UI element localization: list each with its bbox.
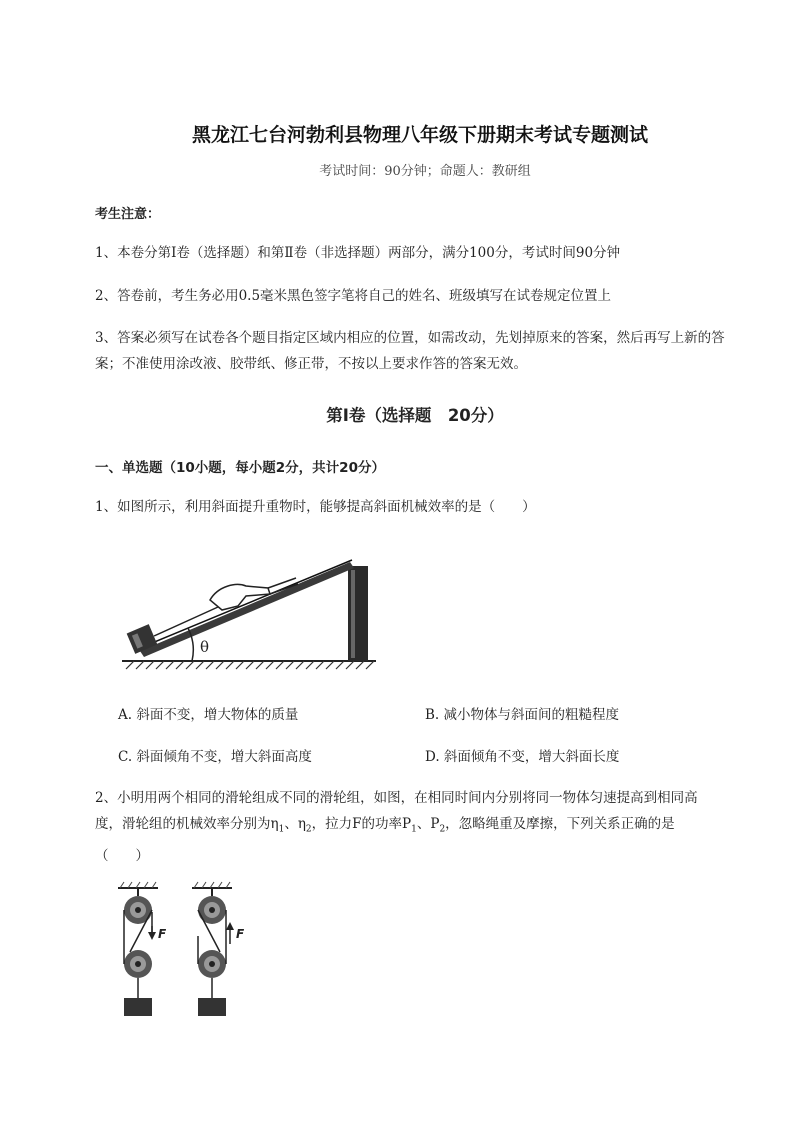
page-subtitle: 考试时间：90分钟；命题人：教研组: [319, 164, 531, 179]
q1-option-c[interactable]: C. 斜面倾角不变，增大斜面高度: [118, 749, 312, 765]
group-title: 一、单选题（10小题，每小题2分，共计20分）: [95, 460, 385, 476]
question-2-line2: 度，滑轮组的机械效率分别为$\eta_1$、$\eta_2$，拉力F的功率$P_1$、$P_2$，忽略绳重及摩擦，下列关系正确的是: [95, 816, 675, 835]
pulley-system-left: [118, 882, 167, 1016]
incline-figure: [118, 548, 380, 676]
notice-item: 3、答案必须写在试卷各个题目指定区域内相应的位置，如需改动，先划掉原来的答案，然后再写上新的答案；不准使用涂改液、胶带纸、修正带，不按以上要求作答的答案无效。: [95, 330, 725, 372]
page-title: 黑龙江七台河勃利县物理八年级下册期末考试专题测试: [191, 124, 648, 146]
notice-item: 2、答卷前，考生务必用0.5毫米黑色签字笔将自己的姓名、班级填写在试卷规定位置上: [95, 288, 612, 304]
section-title: 第Ⅰ卷（选择题 20分）: [326, 406, 504, 425]
question-2-stem: [95, 785, 750, 869]
force-label-right: F: [236, 927, 245, 941]
q1-option-d[interactable]: D. 斜面倾角不变，增大斜面长度: [425, 749, 620, 765]
force-label-left: F: [158, 927, 167, 941]
question-1-stem: 1、如图所示，利用斜面提升重物时，能够提高斜面机械效率的是（ ）: [95, 499, 536, 515]
pulley-system-right: [192, 882, 245, 1016]
notice-heading: 考生注意：: [95, 207, 161, 222]
q1-option-b[interactable]: B. 减小物体与斜面间的粗糙程度: [425, 707, 620, 723]
q1-option-a[interactable]: A. 斜面不变，增大物体的质量: [118, 707, 299, 723]
notice-item: 1、本卷分第Ⅰ卷（选择题）和第Ⅱ卷（非选择题）两部分，满分100分，考试时间90分钟: [95, 245, 621, 261]
question-2-line1: 2、小明用两个相同的滑轮组成不同的滑轮组，如图，在相同时间内分别将同一物体匀速提高到相同高: [95, 790, 698, 806]
pulley-figure: [110, 880, 260, 1020]
question-2-line3: （ ）: [95, 847, 149, 864]
theta-label: θ: [200, 638, 210, 656]
